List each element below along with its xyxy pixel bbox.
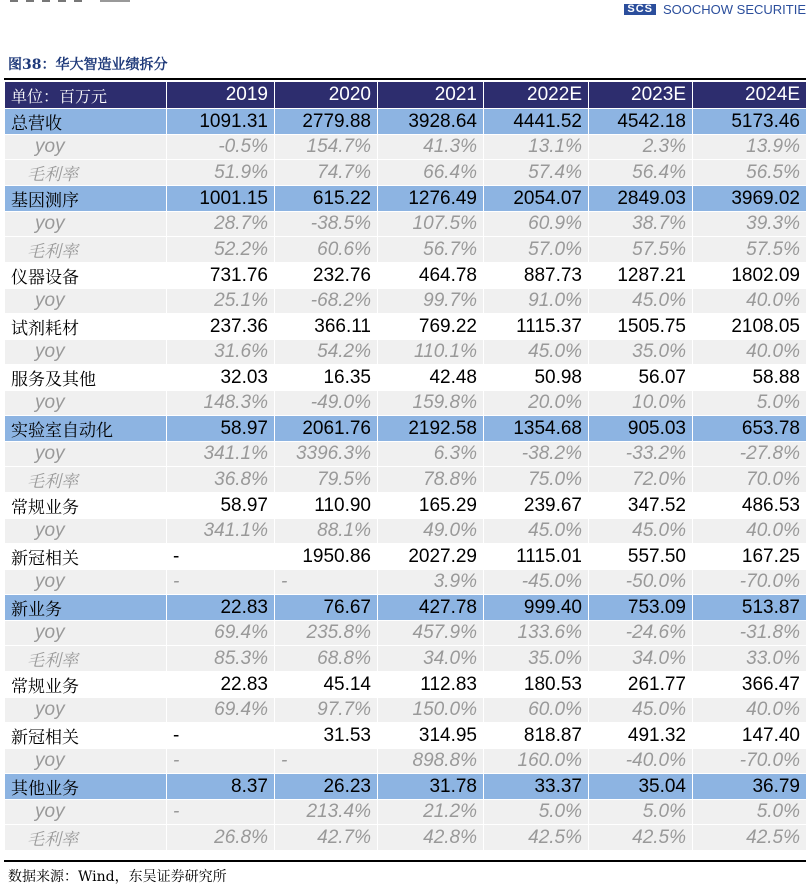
value-cell: 78.8% [378,467,484,493]
value-cell: 1115.01 [484,544,589,570]
value-cell: 31.6% [167,340,275,365]
value-cell: 491.32 [589,723,693,749]
value-cell: 341.1% [167,519,275,544]
value-cell: 36.8% [167,467,275,493]
figure-title: 图38：华大智造业绩拆分 [8,57,168,73]
value-cell: 1505.75 [589,314,693,340]
value-cell: 341.1% [167,442,275,467]
value-cell: 21.2% [378,800,484,825]
value-cell: 3969.02 [693,186,806,212]
value-cell: 42.5% [589,825,693,851]
row-label: 毛利率 [5,467,167,493]
value-cell: -27.8% [693,442,806,467]
table-row [5,570,806,595]
value-cell: 5.0% [693,391,806,416]
value-cell: 85.3% [167,646,275,672]
value-cell: 366.47 [693,672,806,698]
value-cell: 69.4% [167,698,275,723]
header-cell: 2020 [275,82,378,109]
value-cell: 16.35 [275,365,378,391]
value-cell: 1354.68 [484,416,589,442]
value-cell: 75.0% [484,467,589,493]
value-cell: 52.2% [167,237,275,263]
value-cell: 653.78 [693,416,806,442]
logo-mark: SCS [624,4,656,15]
value-cell: 13.9% [693,135,806,160]
row-label: 基因测序 [5,186,167,212]
value-cell: 99.7% [378,289,484,314]
value-cell: 366.11 [275,314,378,340]
row-label: yoy [5,519,167,544]
table-row [5,237,806,263]
value-cell: 1001.15 [167,186,275,212]
row-label: yoy [5,289,167,314]
value-cell: 45.0% [484,519,589,544]
value-cell: 42.8% [378,825,484,851]
header-cell: 2019 [167,82,275,109]
header-cell: 2022E [484,82,589,109]
value-cell: 31.53 [275,723,378,749]
row-label: 实验室自动化 [5,416,167,442]
value-cell: - [167,570,275,595]
value-cell: 557.50 [589,544,693,570]
value-cell: 110.1% [378,340,484,365]
value-cell: 26.23 [275,774,378,800]
row-label: 仪器设备 [5,263,167,289]
value-cell: 57.0% [484,237,589,263]
value-cell: 36.79 [693,774,806,800]
value-cell: 41.3% [378,135,484,160]
table-row [5,595,806,621]
header-cell: 2021 [378,82,484,109]
value-cell: 40.0% [693,289,806,314]
value-cell: 68.8% [275,646,378,672]
value-cell: 72.0% [589,467,693,493]
soochow-logo [624,0,806,18]
value-cell: 54.2% [275,340,378,365]
cropped-header-text-fragment [0,0,140,4]
value-cell: -38.5% [275,212,378,237]
value-cell: 3396.3% [275,442,378,467]
value-cell: -0.5% [167,135,275,160]
row-label: 毛利率 [5,160,167,186]
value-cell: 1287.21 [589,263,693,289]
value-cell: 45.0% [484,340,589,365]
value-cell: 2779.88 [275,109,378,135]
value-cell: 427.78 [378,595,484,621]
table-row [5,698,806,723]
value-cell: 457.9% [378,621,484,646]
row-label: yoy [5,442,167,467]
table-row [5,493,806,519]
value-cell: 107.5% [378,212,484,237]
value-cell: 1115.37 [484,314,589,340]
value-cell: 60.6% [275,237,378,263]
value-cell: 2.3% [589,135,693,160]
value-cell: 49.0% [378,519,484,544]
value-cell: 57.5% [693,237,806,263]
row-label: yoy [5,340,167,365]
value-cell: -33.2% [589,442,693,467]
value-cell: 513.87 [693,595,806,621]
table-row [5,467,806,493]
value-cell: 2027.29 [378,544,484,570]
value-cell: 45.14 [275,672,378,698]
value-cell: 97.7% [275,698,378,723]
value-cell: 56.4% [589,160,693,186]
table-row [5,774,806,800]
row-label: 毛利率 [5,825,167,851]
value-cell: 239.67 [484,493,589,519]
value-cell: 42.7% [275,825,378,851]
value-cell: -38.2% [484,442,589,467]
value-cell: 314.95 [378,723,484,749]
value-cell: 45.0% [589,698,693,723]
value-cell: 42.48 [378,365,484,391]
value-cell: 56.5% [693,160,806,186]
row-label: yoy [5,135,167,160]
value-cell: 167.25 [693,544,806,570]
table-row [5,314,806,340]
value-cell: 154.7% [275,135,378,160]
table-row [5,186,806,212]
value-cell: 753.09 [589,595,693,621]
value-cell: 3.9% [378,570,484,595]
table-row [5,800,806,825]
row-label: yoy [5,212,167,237]
title-rule [4,78,806,80]
value-cell: -40.0% [589,749,693,774]
value-cell: - [167,749,275,774]
value-cell: 2192.58 [378,416,484,442]
table-row [5,160,806,186]
value-cell: 50.98 [484,365,589,391]
value-cell: 88.1% [275,519,378,544]
value-cell: 5.0% [484,800,589,825]
value-cell: 2108.05 [693,314,806,340]
value-cell: 818.87 [484,723,589,749]
table-row [5,544,806,570]
value-cell: 905.03 [589,416,693,442]
page-header [0,0,806,18]
value-cell: 1950.86 [275,544,378,570]
value-cell: 4441.52 [484,109,589,135]
value-cell: 34.0% [589,646,693,672]
value-cell: 6.3% [378,442,484,467]
value-cell: 731.76 [167,263,275,289]
row-label: yoy [5,800,167,825]
value-cell: 10.0% [589,391,693,416]
value-cell: 160.0% [484,749,589,774]
value-cell: - [275,749,378,774]
table-row [5,723,806,749]
value-cell: 40.0% [693,698,806,723]
value-cell: 5.0% [693,800,806,825]
value-cell: 1091.31 [167,109,275,135]
table-row [5,135,806,160]
table-row [5,340,806,365]
value-cell: 79.5% [275,467,378,493]
value-cell: 58.88 [693,365,806,391]
value-cell: 133.6% [484,621,589,646]
table-row [5,442,806,467]
table-row [5,621,806,646]
value-cell: 20.0% [484,391,589,416]
row-label: yoy [5,391,167,416]
value-cell: -24.6% [589,621,693,646]
value-cell: 26.8% [167,825,275,851]
value-cell: -68.2% [275,289,378,314]
table-row [5,672,806,698]
value-cell: 898.8% [378,749,484,774]
value-cell: 25.1% [167,289,275,314]
value-cell: 464.78 [378,263,484,289]
value-cell: - [275,570,378,595]
value-cell: 35.0% [589,340,693,365]
value-cell: 70.0% [693,467,806,493]
value-cell: 58.97 [167,416,275,442]
value-cell: 3928.64 [378,109,484,135]
value-cell: 261.77 [589,672,693,698]
logo-text: SOOCHOW SECURITIE [662,1,806,17]
value-cell: 4542.18 [589,109,693,135]
value-cell: 42.5% [693,825,806,851]
value-cell: 91.0% [484,289,589,314]
value-cell: -49.0% [275,391,378,416]
value-cell: 60.9% [484,212,589,237]
value-cell: 180.53 [484,672,589,698]
header-cell: 2023E [589,82,693,109]
value-cell: 31.78 [378,774,484,800]
value-cell: 45.0% [589,289,693,314]
table-row [5,825,806,851]
value-cell: -31.8% [693,621,806,646]
table-row [5,212,806,237]
value-cell: 150.0% [378,698,484,723]
table-row [5,365,806,391]
header-cell: 单位：百万元 [5,82,167,109]
table-row [5,263,806,289]
value-cell: 35.04 [589,774,693,800]
value-cell: 66.4% [378,160,484,186]
table-row [5,646,806,672]
value-cell: 1276.49 [378,186,484,212]
table-row [5,109,806,135]
value-cell: - [167,723,275,749]
value-cell: - [167,544,275,570]
value-cell: 147.40 [693,723,806,749]
value-cell: 28.7% [167,212,275,237]
value-cell: 60.0% [484,698,589,723]
value-cell: 76.67 [275,595,378,621]
value-cell: 51.9% [167,160,275,186]
table-row [5,416,806,442]
row-label: 试剂耗材 [5,314,167,340]
value-cell: 887.73 [484,263,589,289]
row-label: yoy [5,570,167,595]
value-cell: 5.0% [589,800,693,825]
row-label: 毛利率 [5,646,167,672]
value-cell: 110.90 [275,493,378,519]
value-cell: 8.37 [167,774,275,800]
table-row [5,749,806,774]
value-cell: 999.40 [484,595,589,621]
value-cell: 769.22 [378,314,484,340]
value-cell: - [167,800,275,825]
value-cell: 237.36 [167,314,275,340]
value-cell: 45.0% [589,519,693,544]
value-cell: 1802.09 [693,263,806,289]
header-cell: 2024E [693,82,806,109]
row-label: 新冠相关 [5,544,167,570]
table-row [5,289,806,314]
value-cell: 38.7% [589,212,693,237]
value-cell: 112.83 [378,672,484,698]
value-cell: 42.5% [484,825,589,851]
value-cell: 40.0% [693,519,806,544]
value-cell: 22.83 [167,672,275,698]
value-cell: 2849.03 [589,186,693,212]
value-cell: 35.0% [484,646,589,672]
value-cell: 32.03 [167,365,275,391]
value-cell: 33.0% [693,646,806,672]
financial-table [4,81,806,851]
value-cell: -70.0% [693,749,806,774]
table-row [5,519,806,544]
value-cell: 2054.07 [484,186,589,212]
row-label: 新冠相关 [5,723,167,749]
value-cell: 347.52 [589,493,693,519]
value-cell: 22.83 [167,595,275,621]
value-cell: 57.4% [484,160,589,186]
value-cell: 74.7% [275,160,378,186]
value-cell: 56.7% [378,237,484,263]
row-label: yoy [5,698,167,723]
value-cell: 56.07 [589,365,693,391]
value-cell: 148.3% [167,391,275,416]
value-cell: 235.8% [275,621,378,646]
value-cell: 58.97 [167,493,275,519]
row-label: 常规业务 [5,672,167,698]
row-label: 毛利率 [5,237,167,263]
value-cell: 33.37 [484,774,589,800]
value-cell: 13.1% [484,135,589,160]
value-cell: 39.3% [693,212,806,237]
value-cell: 5173.46 [693,109,806,135]
value-cell: 615.22 [275,186,378,212]
row-label: 常规业务 [5,493,167,519]
value-cell: 69.4% [167,621,275,646]
value-cell: 57.5% [589,237,693,263]
value-cell: 486.53 [693,493,806,519]
value-cell: -50.0% [589,570,693,595]
value-cell: 213.4% [275,800,378,825]
row-label: 其他业务 [5,774,167,800]
table-header-row [5,82,806,109]
value-cell: 232.76 [275,263,378,289]
row-label: 服务及其他 [5,365,167,391]
value-cell: 34.0% [378,646,484,672]
row-label: 总营收 [5,109,167,135]
table-row [5,391,806,416]
bottom-rule [4,860,806,862]
value-cell: -70.0% [693,570,806,595]
row-label: yoy [5,621,167,646]
value-cell: 159.8% [378,391,484,416]
value-cell: 2061.76 [275,416,378,442]
value-cell: 165.29 [378,493,484,519]
row-label: 新业务 [5,595,167,621]
source-note: 数据来源：Wind，东吴证券研究所 [8,869,227,885]
value-cell: -45.0% [484,570,589,595]
row-label: yoy [5,749,167,774]
table-body [5,82,806,851]
value-cell: 40.0% [693,340,806,365]
